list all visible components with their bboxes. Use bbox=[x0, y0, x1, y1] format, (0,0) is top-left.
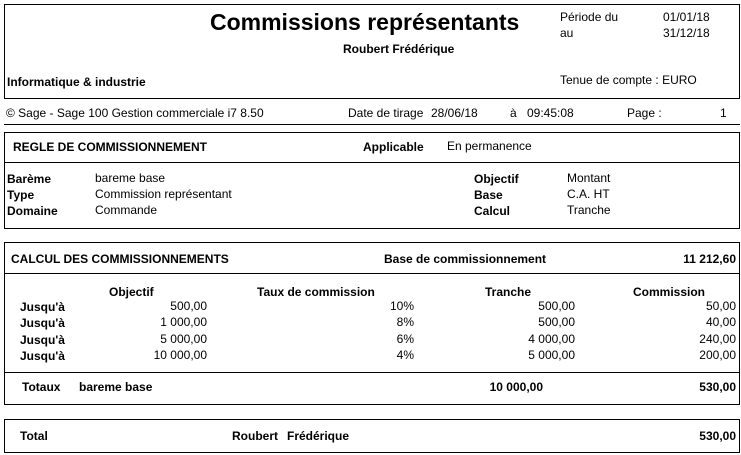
rule-value: Commande bbox=[95, 203, 158, 217]
rule-value: bareme base bbox=[95, 171, 166, 185]
cell-taux: 8% bbox=[396, 315, 414, 329]
cell-tranche: 500,00 bbox=[538, 315, 575, 329]
print-time-label: à bbox=[510, 106, 517, 120]
page-label: Page : bbox=[627, 106, 662, 120]
company-name: Informatique & industrie bbox=[7, 75, 146, 89]
rule-section-title: REGLE DE COMMISSIONNEMENT bbox=[13, 140, 208, 154]
cell-commission: 200,00 bbox=[699, 348, 736, 362]
currency-label: Tenue de compte : EURO bbox=[560, 73, 697, 87]
column-header-taux: Taux de commission bbox=[257, 285, 375, 299]
divider bbox=[4, 124, 740, 125]
totals-label: Totaux bbox=[22, 380, 61, 394]
rule-label: Objectif bbox=[474, 172, 519, 186]
cell-commission: 40,00 bbox=[705, 315, 736, 329]
software-info: © Sage - Sage 100 Gestion commerciale i7 8.50 bbox=[6, 106, 264, 120]
rule-label: Calcul bbox=[474, 204, 511, 218]
totals-commission: 530,00 bbox=[699, 380, 736, 394]
cell-objectif: 500,00 bbox=[170, 299, 207, 313]
cell-tranche: 500,00 bbox=[538, 299, 575, 313]
applicable-value: En permanence bbox=[447, 139, 532, 153]
grand-total-name-last: Frédérique bbox=[287, 429, 350, 443]
print-time: 09:45:08 bbox=[527, 106, 574, 120]
row-label: Jusqu'à bbox=[20, 316, 65, 330]
print-date: 28/06/18 bbox=[431, 106, 478, 120]
grand-total-value: 530,00 bbox=[699, 429, 736, 443]
period-end-label: au bbox=[560, 26, 574, 40]
cell-taux: 4% bbox=[396, 348, 414, 362]
row-label: Jusqu'à bbox=[20, 300, 65, 314]
period-start-value: 01/01/18 bbox=[663, 10, 710, 24]
rule-section-divider bbox=[4, 162, 740, 163]
grand-total-label: Total bbox=[20, 429, 48, 443]
rule-label: Type bbox=[7, 188, 35, 202]
totals-divider bbox=[4, 372, 740, 373]
period-start-label: Période du bbox=[560, 10, 619, 24]
cell-objectif: 1 000,00 bbox=[160, 315, 207, 329]
rule-label: Barème bbox=[7, 172, 52, 186]
report-title: Commissions représentants bbox=[210, 9, 520, 35]
rule-value: Montant bbox=[567, 171, 611, 185]
column-header-commission: Commission bbox=[633, 285, 706, 299]
calc-section-title: CALCUL DES COMMISSIONNEMENTS bbox=[11, 252, 229, 266]
row-label: Jusqu'à bbox=[20, 349, 65, 363]
rule-value: Commission représentant bbox=[95, 187, 232, 201]
cell-taux: 10% bbox=[389, 299, 414, 313]
row-label: Jusqu'à bbox=[20, 333, 65, 347]
representative-name: Roubert Frédérique bbox=[343, 42, 455, 56]
applicable-label: Applicable bbox=[363, 140, 424, 154]
totals-tranche: 10 000,00 bbox=[489, 380, 543, 394]
base-value: 11 212,60 bbox=[683, 252, 736, 266]
rule-label: Base bbox=[474, 188, 503, 202]
cell-commission: 240,00 bbox=[699, 332, 736, 346]
cell-commission: 50,00 bbox=[705, 299, 736, 313]
column-header-objectif: Objectif bbox=[109, 285, 154, 299]
page-number: 1 bbox=[720, 106, 727, 120]
totals-bareme: bareme base bbox=[79, 380, 153, 394]
cell-objectif: 5 000,00 bbox=[160, 332, 207, 346]
rule-value: Tranche bbox=[567, 203, 611, 217]
print-date-label: Date de tirage bbox=[348, 106, 424, 120]
cell-tranche: 5 000,00 bbox=[528, 348, 575, 362]
cell-tranche: 4 000,00 bbox=[528, 332, 575, 346]
period-end-value: 31/12/18 bbox=[663, 26, 710, 40]
calc-section-divider bbox=[4, 273, 740, 274]
cell-taux: 6% bbox=[396, 332, 414, 346]
rule-value: C.A. HT bbox=[567, 187, 610, 201]
grand-total-name-first: Roubert bbox=[232, 429, 278, 443]
cell-objectif: 10 000,00 bbox=[153, 348, 207, 362]
base-label: Base de commissionnement bbox=[384, 252, 547, 266]
column-header-tranche: Tranche bbox=[485, 285, 532, 299]
rule-label: Domaine bbox=[7, 204, 58, 218]
